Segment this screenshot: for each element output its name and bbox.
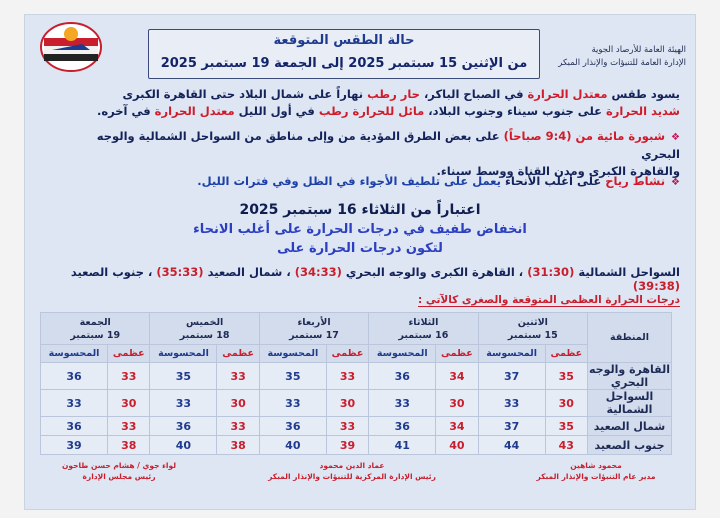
max-temp: 40 — [436, 436, 478, 455]
feel-temp: 37 — [478, 417, 545, 436]
max-temp: 30 — [436, 390, 478, 417]
title-box — [148, 29, 540, 79]
feel-temp: 35 — [150, 363, 217, 390]
region-header: المنطقة — [588, 313, 672, 363]
table-row — [41, 363, 672, 390]
max-temp: 35 — [545, 417, 587, 436]
day-date: 15 سبتمبر — [507, 329, 558, 341]
signature-name: عماد الدين محمود — [319, 461, 385, 470]
bullet-icon: ❖ — [671, 177, 680, 188]
signature-role: رئيس الإدارة المركزية للتنبؤات والإنذار المبكر — [268, 472, 436, 481]
summary-highlight: معتدل الحرارة — [527, 87, 608, 101]
max-label: عظمى — [436, 345, 478, 363]
feel-label: المحسوسة — [478, 345, 545, 363]
max-temp: 30 — [108, 390, 150, 417]
summary-highlight: حار رطب — [367, 87, 420, 101]
region-name: شمال الصعيد — [588, 417, 672, 436]
feel-temp: 33 — [41, 390, 108, 417]
day-header — [369, 313, 478, 345]
bullet-text: على بعض الطرق المؤدية من وإلى مناطق من السواحل الشمالية والوجه البحري — [96, 129, 680, 161]
bullet-fog-line-1 — [80, 128, 680, 163]
day-date: 18 سبتمبر — [179, 329, 230, 341]
feel-temp: 36 — [369, 417, 436, 436]
feel-temp: 36 — [150, 417, 217, 436]
max-temp: 33 — [326, 363, 368, 390]
day-name: الأربعاء — [297, 316, 331, 328]
day-header — [150, 313, 259, 345]
feel-temp: 33 — [259, 390, 326, 417]
region-name: جنوب الصعيد — [588, 436, 672, 455]
feel-temp: 39 — [41, 436, 108, 455]
summary-text: يسود طقس — [607, 87, 680, 101]
bullet-text: على أغلب الأنحاء — [501, 174, 606, 188]
max-temp: 39 — [326, 436, 368, 455]
temperature-table — [40, 312, 672, 455]
day-header — [259, 313, 368, 345]
max-temp: 43 — [545, 436, 587, 455]
day-header — [41, 313, 150, 345]
feel-temp: 37 — [478, 363, 545, 390]
feel-temp: 36 — [41, 363, 108, 390]
zone-name: السواحل الشمالية — [578, 265, 680, 279]
max-temp: 33 — [108, 417, 150, 436]
signature-role: مدير عام التنبؤات والإنذار المبكر — [536, 472, 656, 481]
table-row — [41, 390, 672, 417]
feel-label: المحسوسة — [150, 345, 217, 363]
summary-line-2 — [80, 103, 680, 120]
max-temp: 33 — [217, 363, 259, 390]
page-title: حالة الطقس المتوقعة — [273, 33, 415, 48]
summary-text: نهاراً على شمال البلاد حتى القاهرة الكبرى — [122, 87, 368, 101]
signature-central-director — [232, 460, 472, 482]
signature-name: لواء جوي / هشام حسن طاحون — [61, 461, 177, 470]
table-row — [41, 436, 672, 455]
ema-logo-icon — [38, 20, 104, 74]
max-temp: 34 — [436, 363, 478, 390]
day-date: 19 سبتمبر — [70, 329, 121, 341]
summary-highlight: شديد الحرارة — [606, 104, 680, 118]
bullet-wind — [80, 173, 680, 191]
feel-temp: 33 — [478, 390, 545, 417]
table-row — [41, 417, 672, 436]
max-temp: 38 — [217, 436, 259, 455]
bullet-text: والقاهرة الكبرى ومدن القناة ووسط سيناء. — [436, 164, 680, 178]
max-temp: 30 — [217, 390, 259, 417]
summary-line-1 — [80, 86, 680, 103]
feel-temp: 36 — [369, 363, 436, 390]
day-name: الجمعة — [79, 316, 111, 328]
feel-label: المحسوسة — [259, 345, 326, 363]
region-name: السواحل الشمالية — [588, 390, 672, 417]
max-temp: 35 — [545, 363, 587, 390]
region-name: القاهرة والوجه البحري — [589, 363, 670, 389]
feel-temp: 41 — [369, 436, 436, 455]
max-temp: 30 — [545, 390, 587, 417]
signature-forecast-director — [516, 460, 676, 482]
feel-temp: 40 — [259, 436, 326, 455]
notice-date: اعتباراً من الثلاثاء 16 سبتمبر 2025 — [239, 202, 481, 218]
feel-label: المحسوسة — [369, 345, 436, 363]
table-header-days — [41, 313, 672, 345]
zone-value: (31:30) — [527, 265, 575, 279]
notice-drop: انخفاض طفيف في درجات الحرارة على أغلب الانحاء — [193, 222, 527, 237]
day-name: الاثنين — [517, 316, 548, 328]
max-temp: 33 — [326, 417, 368, 436]
summary-highlight: معتدل الحرارة — [154, 104, 235, 118]
zone-name: القاهرة الكبرى والوجه البحري — [345, 265, 515, 279]
feel-temp: 44 — [478, 436, 545, 455]
max-temp: 38 — [108, 436, 150, 455]
feel-temp: 35 — [259, 363, 326, 390]
max-temp: 33 — [217, 417, 259, 436]
max-label: عظمى — [217, 345, 259, 363]
day-name: الثلاثاء — [408, 316, 439, 328]
summary-text: في أول الليل — [234, 104, 319, 118]
zone-temperatures: السواحل الشمالية (31:30) ، القاهرة الكبرى والوجه البحري (34:33) ، شمال الصعيد (35:33) ، جنوب الصعيد (39:38) — [70, 265, 680, 293]
org-line-2: الإدارة العامة للتنبؤات والإنذار المبكر — [558, 58, 686, 68]
feel-temp: 33 — [150, 390, 217, 417]
day-header — [478, 313, 587, 345]
max-label: عظمى — [326, 345, 368, 363]
day-date: 17 سبتمبر — [289, 329, 339, 341]
summary-text: في آخره. — [96, 104, 155, 118]
summary-highlight: مائل للحرارة رطب — [318, 104, 425, 118]
feel-temp: 36 — [259, 417, 326, 436]
zone-value: (39:38) — [632, 279, 680, 293]
feel-temp: 33 — [369, 390, 436, 417]
forecast-period: من الإثنين 15 سبتمبر 2025 إلى الجمعة 19 سبتمبر 2025 — [160, 56, 528, 71]
signature-role: رئيس مجلس الإدارة — [82, 472, 156, 481]
summary-paragraph — [80, 86, 680, 120]
feel-temp: 36 — [41, 417, 108, 436]
max-temp: 33 — [108, 363, 150, 390]
bullet-text-blue: يعمل على تلطيف الأجواء في الظل وفي فترات الليل. — [197, 174, 501, 188]
table-header-sub — [41, 345, 672, 363]
max-temp: 34 — [436, 417, 478, 436]
zone-value: (35:33) — [156, 265, 204, 279]
day-date: 16 سبتمبر — [398, 329, 449, 341]
day-name: الخميس — [185, 316, 224, 328]
zone-value: (34:33) — [294, 265, 342, 279]
notice-temps: لتكون درجات الحرارة على — [277, 241, 443, 256]
max-label: عظمى — [108, 345, 150, 363]
max-temp: 30 — [326, 390, 368, 417]
max-label: عظمى — [545, 345, 587, 363]
feel-label: المحسوسة — [41, 345, 108, 363]
bullet-icon: ❖ — [671, 132, 680, 143]
summary-text: على جنوب سيناء وجنوب البلاد، — [424, 104, 607, 118]
organization-name — [558, 44, 686, 70]
signature-chairman — [44, 460, 194, 482]
bullet-highlight: نشاط رياح — [605, 174, 666, 188]
summary-text: في الصباح الباكر، — [419, 87, 528, 101]
org-line-1: الهيئة العامة للأرصاد الجوية — [591, 45, 686, 55]
zone-name: جنوب الصعيد — [70, 265, 145, 279]
table-title: درجات الحرارة العظمى المتوقعة والصغرى كالآتي : — [417, 294, 680, 306]
feel-temp: 40 — [150, 436, 217, 455]
signature-name: محمود شاهين — [570, 461, 622, 470]
zone-name: شمال الصعيد — [207, 265, 283, 279]
bullet-highlight: شبورة مائية من (9:4 صباحاً) — [503, 129, 666, 143]
